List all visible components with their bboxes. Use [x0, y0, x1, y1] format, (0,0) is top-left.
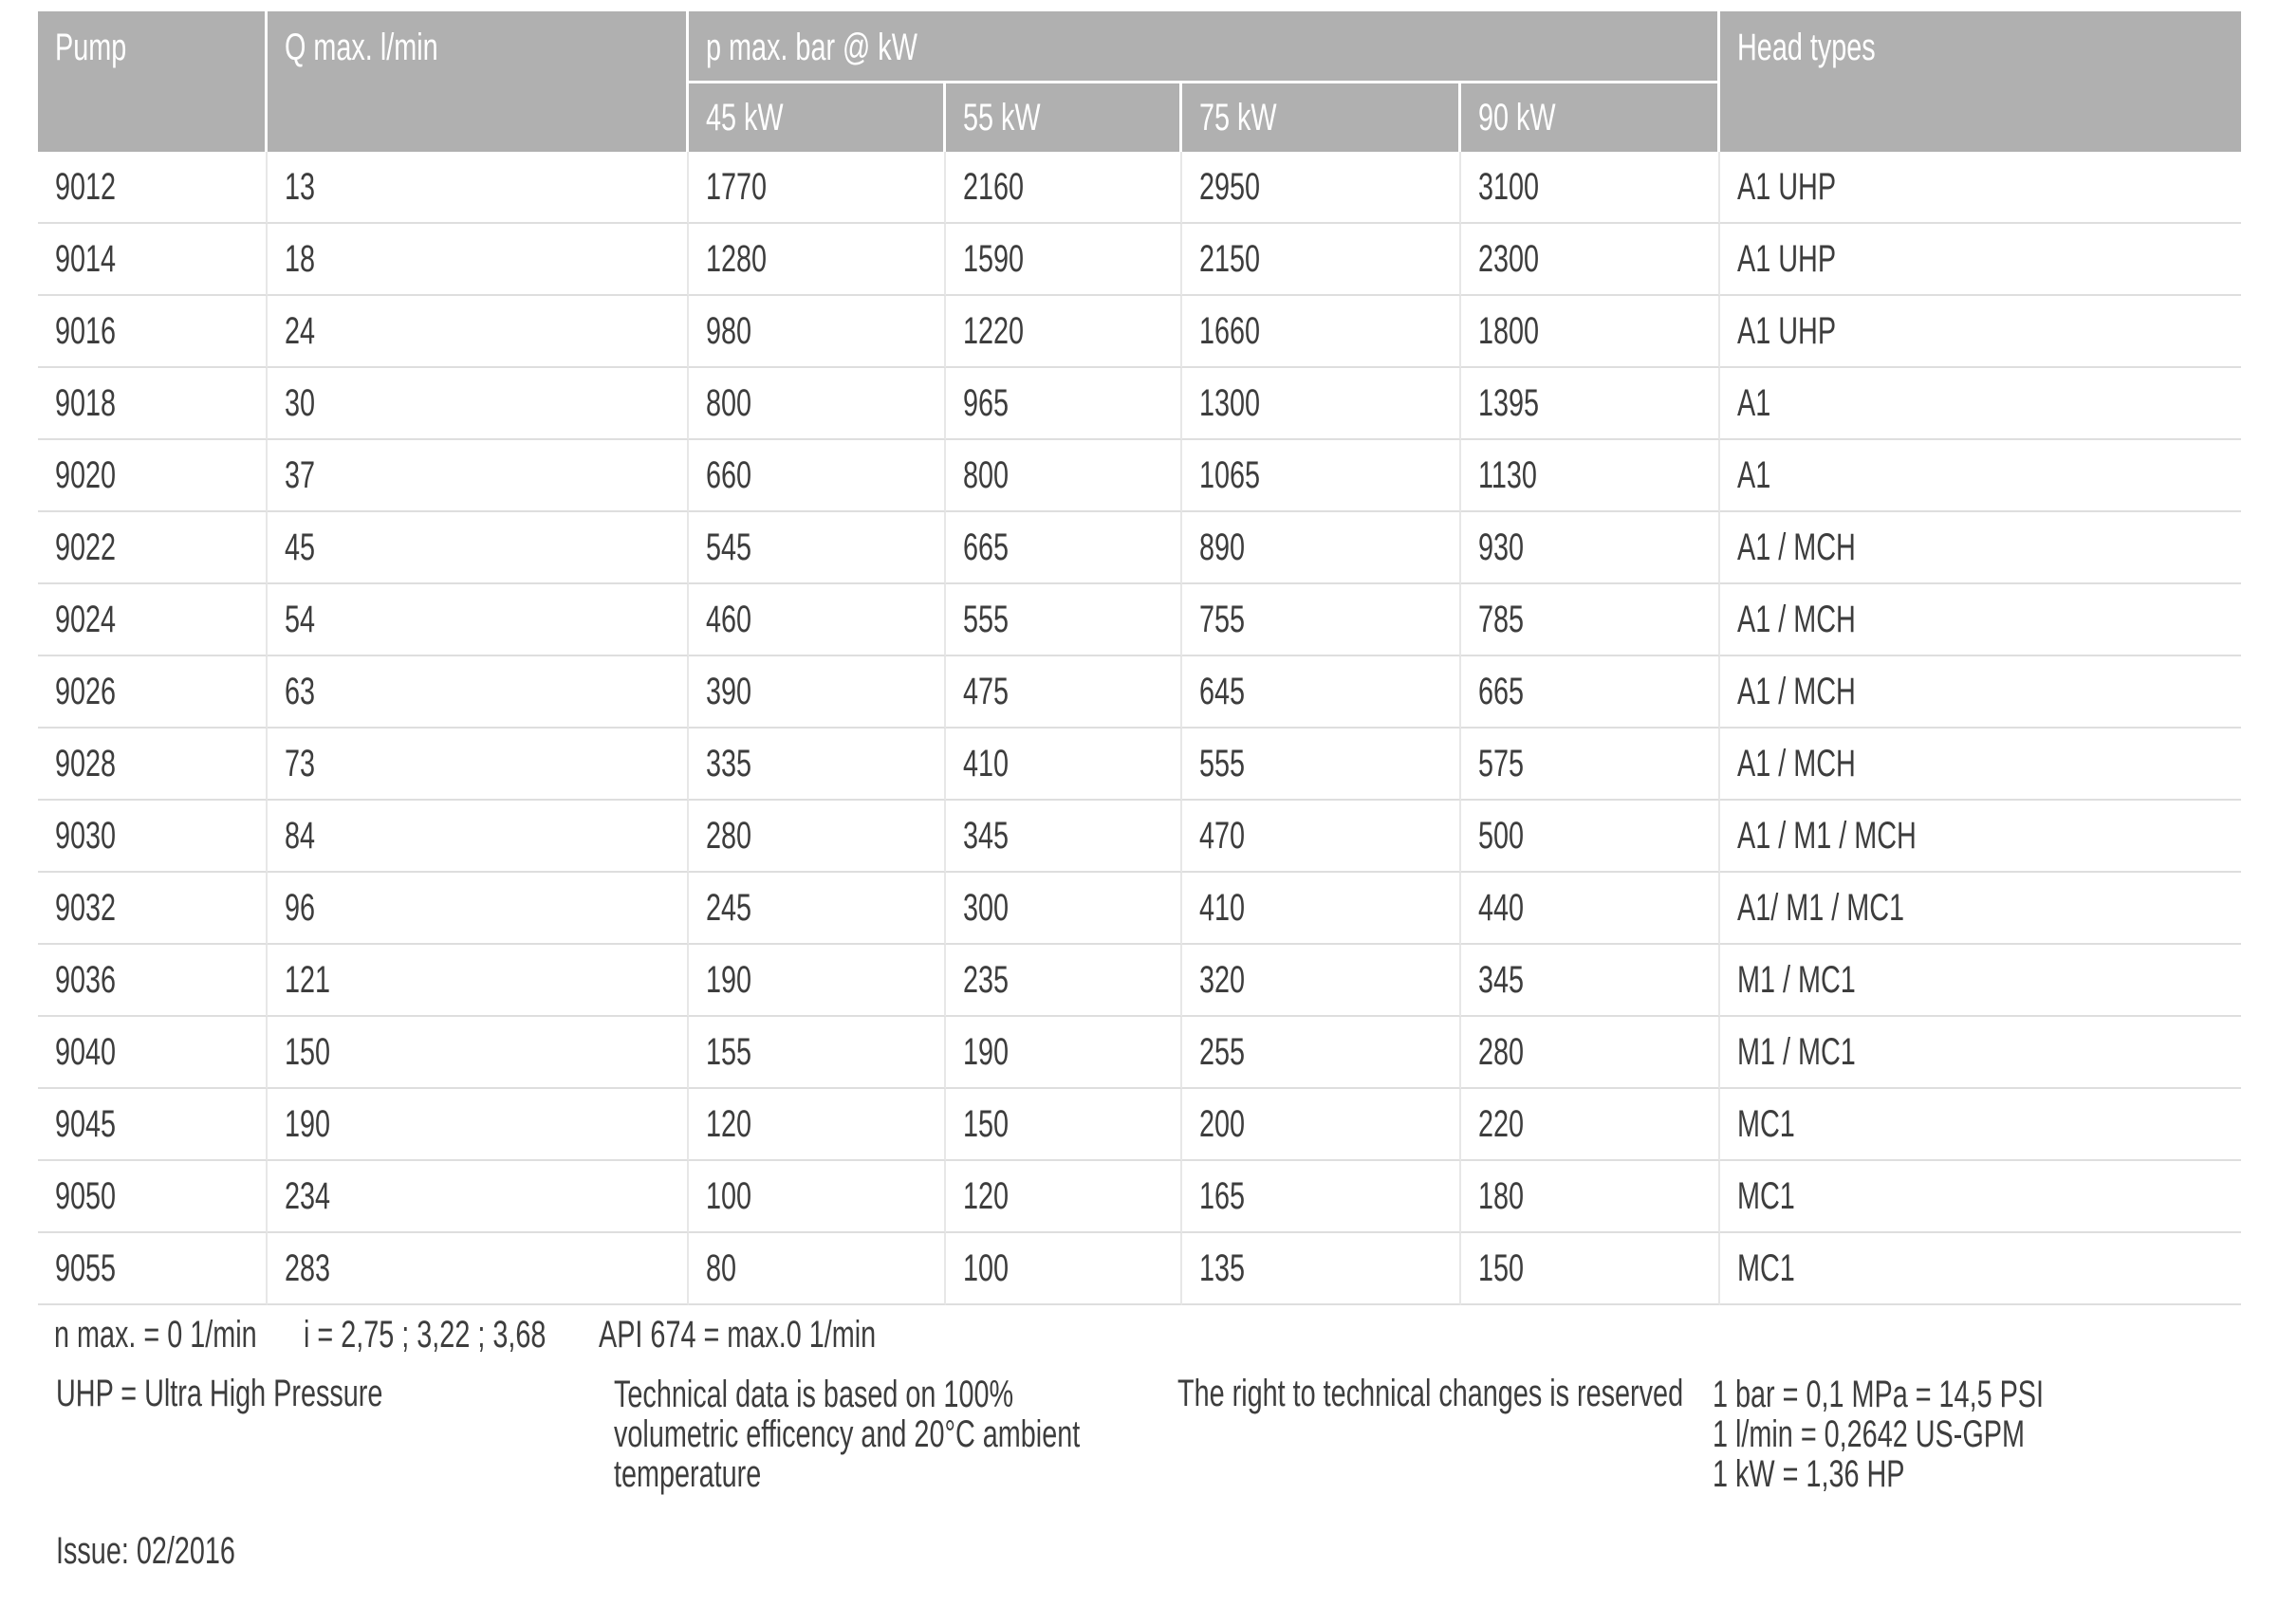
- cell-head: [1720, 656, 2241, 729]
- cell-p55-text: 475: [963, 670, 1010, 712]
- cell-q: [268, 296, 689, 368]
- cell-head: [1720, 945, 2241, 1017]
- cell-p75: [1182, 296, 1461, 368]
- cell-p75: [1182, 1017, 1461, 1089]
- footnote-uhp: [56, 1372, 510, 1416]
- cell-p90: [1461, 945, 1720, 1017]
- cell-p75: [1182, 729, 1461, 801]
- cell-p55: [946, 152, 1182, 224]
- cell-p45-text: 1770: [706, 165, 768, 208]
- header-label-55kw: 55 kW: [963, 96, 1041, 138]
- cell-q-text: 150: [285, 1030, 331, 1073]
- cell-head-text: A1 / MCH: [1737, 742, 1856, 784]
- cell-p55-text: 150: [963, 1102, 1010, 1145]
- cell-pump: [38, 512, 268, 584]
- cell-head: [1720, 1017, 2241, 1089]
- cell-p55-text: 190: [963, 1030, 1010, 1073]
- cell-p90: [1461, 873, 1720, 945]
- cell-p55-text: 1590: [963, 237, 1025, 280]
- cell-q: [268, 1017, 689, 1089]
- cell-p55: [946, 1233, 1182, 1305]
- cell-p90: [1461, 656, 1720, 729]
- cell-head: [1720, 296, 2241, 368]
- cell-head: [1720, 729, 2241, 801]
- cell-p55-text: 800: [963, 453, 1010, 496]
- cell-p75: [1182, 873, 1461, 945]
- cell-q-text: 18: [285, 237, 316, 280]
- cell-p90: [1461, 224, 1720, 296]
- cell-head: [1720, 152, 2241, 224]
- table-row: [38, 945, 2241, 1017]
- cell-p45: [689, 512, 946, 584]
- footnote-n-max: [54, 1313, 336, 1357]
- cell-p90-text: 1800: [1478, 309, 1540, 352]
- cell-p45: [689, 368, 946, 440]
- cell-head-text: A1 / MCH: [1737, 526, 1856, 568]
- cell-pump-text: 9055: [55, 1246, 117, 1289]
- cell-p45-text: 800: [706, 381, 752, 424]
- header-label-p-max-group: p max. bar @ kW: [706, 27, 917, 68]
- cell-p90-text: 785: [1478, 598, 1525, 640]
- cell-p90: [1461, 440, 1720, 512]
- cell-q: [268, 1089, 689, 1161]
- cell-p55-text: 345: [963, 814, 1010, 857]
- cell-pump: [38, 1017, 268, 1089]
- cell-p75-text: 470: [1199, 814, 1246, 857]
- cell-p90-text: 3100: [1478, 165, 1540, 208]
- cell-p55: [946, 801, 1182, 873]
- cell-p45: [689, 801, 946, 873]
- cell-p45-text: 1280: [706, 237, 768, 280]
- cell-p90: [1461, 368, 1720, 440]
- cell-p55: [946, 1017, 1182, 1089]
- cell-p75: [1182, 1089, 1461, 1161]
- table-row: [38, 1161, 2241, 1233]
- cell-p75-text: 255: [1199, 1030, 1246, 1073]
- technical-line-3: temperature: [614, 1453, 762, 1495]
- header-cell-55kw: [946, 83, 1182, 152]
- cell-pump-text: 9016: [55, 309, 117, 352]
- cell-pump: [38, 152, 268, 224]
- cell-head: [1720, 1089, 2241, 1161]
- cell-head: [1720, 1161, 2241, 1233]
- cell-p45-text: 80: [706, 1246, 737, 1289]
- cell-p45: [689, 1233, 946, 1305]
- cell-p55: [946, 1089, 1182, 1161]
- cell-pump: [38, 368, 268, 440]
- header-label-90kw: 90 kW: [1478, 96, 1556, 138]
- cell-pump-text: 9012: [55, 165, 117, 208]
- cell-p90-text: 665: [1478, 670, 1525, 712]
- cell-q-text: 13: [285, 165, 316, 208]
- table-row: [38, 801, 2241, 873]
- cell-p90-text: 180: [1478, 1174, 1525, 1217]
- cell-p55-text: 410: [963, 742, 1010, 784]
- cell-p55: [946, 729, 1182, 801]
- cell-head: [1720, 368, 2241, 440]
- cell-p75-text: 2150: [1199, 237, 1261, 280]
- conversion-line-1: 1 bar = 0,1 MPa = 14,5 PSI: [1713, 1374, 2045, 1415]
- table-body: [38, 152, 2241, 1305]
- cell-p45: [689, 224, 946, 296]
- cell-p55: [946, 368, 1182, 440]
- header-label-pump: Pump: [55, 27, 127, 68]
- cell-p55: [946, 440, 1182, 512]
- cell-pump-text: 9020: [55, 453, 117, 496]
- cell-p55-text: 300: [963, 886, 1010, 929]
- footnote-api-text: API 674 = max.0 1/min: [599, 1314, 877, 1356]
- cell-q-text: 37: [285, 453, 316, 496]
- cell-q: [268, 440, 689, 512]
- cell-p75: [1182, 368, 1461, 440]
- cell-pump: [38, 224, 268, 296]
- cell-p55: [946, 296, 1182, 368]
- header-cell-head-types: [1720, 11, 2241, 152]
- cell-q: [268, 656, 689, 729]
- cell-pump: [38, 656, 268, 729]
- cell-pump: [38, 945, 268, 1017]
- cell-p90-text: 930: [1478, 526, 1525, 568]
- cell-q: [268, 224, 689, 296]
- cell-p55-text: 965: [963, 381, 1010, 424]
- header-cell-pump: [38, 11, 268, 152]
- cell-p75-text: 2950: [1199, 165, 1261, 208]
- table-row: [38, 152, 2241, 224]
- cell-pump-text: 9050: [55, 1174, 117, 1217]
- cell-p55: [946, 945, 1182, 1017]
- cell-p75: [1182, 224, 1461, 296]
- cell-p90-text: 500: [1478, 814, 1525, 857]
- cell-pump-text: 9022: [55, 526, 117, 568]
- cell-p90: [1461, 1017, 1720, 1089]
- footnote-n-max-text: n max. = 0 1/min: [54, 1314, 257, 1356]
- cell-p45: [689, 440, 946, 512]
- cell-p75-text: 1065: [1199, 453, 1261, 496]
- cell-pump-text: 9045: [55, 1102, 117, 1145]
- cell-q-text: 84: [285, 814, 316, 857]
- cell-p55-text: 120: [963, 1174, 1010, 1217]
- cell-head-text: A1 UHP: [1737, 165, 1837, 208]
- header-cell-90kw: [1461, 83, 1720, 152]
- footnote-api: [599, 1313, 984, 1357]
- cell-head-text: A1 / MCH: [1737, 670, 1856, 712]
- cell-q: [268, 729, 689, 801]
- cell-q-text: 73: [285, 742, 316, 784]
- header-label-head-types: Head types: [1737, 27, 1876, 68]
- cell-p75: [1182, 656, 1461, 729]
- cell-head-text: A1 UHP: [1737, 309, 1837, 352]
- cell-p75-text: 890: [1199, 526, 1246, 568]
- technical-line-2: volumetric efficency and 20°C ambient: [614, 1413, 1081, 1455]
- cell-p55-text: 100: [963, 1246, 1010, 1289]
- footnote-ratio: [304, 1313, 640, 1357]
- cell-q-text: 234: [285, 1174, 331, 1217]
- cell-p90-text: 575: [1478, 742, 1525, 784]
- cell-pump: [38, 1233, 268, 1305]
- cell-pump: [38, 1161, 268, 1233]
- issue-text: Issue: 02/2016: [56, 1530, 235, 1572]
- cell-p45-text: 245: [706, 886, 752, 929]
- cell-p90-text: 345: [1478, 958, 1525, 1001]
- cell-q: [268, 152, 689, 224]
- table-row: [38, 656, 2241, 729]
- cell-head: [1720, 224, 2241, 296]
- cell-p55: [946, 584, 1182, 656]
- cell-head-text: M1 / MC1: [1737, 958, 1856, 1001]
- cell-p45-text: 660: [706, 453, 752, 496]
- cell-head-text: A1: [1737, 453, 1771, 496]
- cell-head: [1720, 584, 2241, 656]
- technical-line-1: Technical data is based on 100%: [614, 1374, 1014, 1415]
- cell-p55-text: 1220: [963, 309, 1025, 352]
- cell-q-text: 283: [285, 1246, 331, 1289]
- cell-p45: [689, 1089, 946, 1161]
- header-label-45kw: 45 kW: [706, 96, 784, 138]
- cell-q: [268, 1161, 689, 1233]
- table-row: [38, 368, 2241, 440]
- cell-pump-text: 9028: [55, 742, 117, 784]
- cell-p45-text: 545: [706, 526, 752, 568]
- cell-head: [1720, 1233, 2241, 1305]
- cell-p45: [689, 1017, 946, 1089]
- footnote-uhp-text: UHP = Ultra High Pressure: [56, 1373, 383, 1414]
- cell-p55: [946, 224, 1182, 296]
- cell-q-text: 45: [285, 526, 316, 568]
- issue-label: [56, 1529, 305, 1574]
- cell-p90: [1461, 512, 1720, 584]
- cell-p90-text: 220: [1478, 1102, 1525, 1145]
- cell-pump: [38, 584, 268, 656]
- table-row: [38, 512, 2241, 584]
- cell-pump: [38, 873, 268, 945]
- cell-head-text: A1: [1737, 381, 1771, 424]
- cell-head: [1720, 873, 2241, 945]
- footnote-conversions: [1713, 1375, 2173, 1494]
- cell-q-text: 190: [285, 1102, 331, 1145]
- cell-q: [268, 873, 689, 945]
- header-cell-p-max-group: [689, 11, 1720, 83]
- cell-q-text: 121: [285, 958, 331, 1001]
- cell-p55: [946, 1161, 1182, 1233]
- cell-p75-text: 1660: [1199, 309, 1261, 352]
- cell-head-text: A1 / M1 / MCH: [1737, 814, 1917, 857]
- footnote-rights-text: The right to technical changes is reserved: [1177, 1373, 1684, 1414]
- table-row: [38, 1017, 2241, 1089]
- header-label-q-max: Q max. l/min: [285, 27, 438, 68]
- cell-p45-text: 155: [706, 1030, 752, 1073]
- cell-head: [1720, 512, 2241, 584]
- cell-p55-text: 235: [963, 958, 1010, 1001]
- cell-p45-text: 980: [706, 309, 752, 352]
- cell-p75-text: 755: [1199, 598, 1246, 640]
- cell-p75: [1182, 1161, 1461, 1233]
- cell-head-text: A1 / MCH: [1737, 598, 1856, 640]
- table-row: [38, 296, 2241, 368]
- cell-pump: [38, 296, 268, 368]
- cell-q-text: 30: [285, 381, 316, 424]
- cell-pump: [38, 729, 268, 801]
- cell-p75: [1182, 440, 1461, 512]
- footnote-ratio-text: i = 2,75 ; 3,22 ; 3,68: [304, 1314, 547, 1356]
- cell-pump-text: 9026: [55, 670, 117, 712]
- cell-head-text: MC1: [1737, 1174, 1795, 1217]
- cell-head-text: M1 / MC1: [1737, 1030, 1856, 1073]
- cell-p90-text: 280: [1478, 1030, 1525, 1073]
- cell-p75-text: 135: [1199, 1246, 1246, 1289]
- cell-q-text: 96: [285, 886, 316, 929]
- cell-p75-text: 645: [1199, 670, 1246, 712]
- cell-head-text: MC1: [1737, 1246, 1795, 1289]
- cell-p55: [946, 512, 1182, 584]
- cell-p90: [1461, 801, 1720, 873]
- header-cell-q-max: [268, 11, 689, 152]
- cell-q: [268, 1233, 689, 1305]
- table-header: [38, 11, 2241, 152]
- cell-q: [268, 368, 689, 440]
- header-cell-45kw: [689, 83, 946, 152]
- cell-p55-text: 555: [963, 598, 1010, 640]
- cell-pump: [38, 440, 268, 512]
- cell-head: [1720, 801, 2241, 873]
- cell-p45: [689, 945, 946, 1017]
- cell-pump-text: 9036: [55, 958, 117, 1001]
- cell-head: [1720, 440, 2241, 512]
- cell-p45-text: 100: [706, 1174, 752, 1217]
- cell-p45: [689, 729, 946, 801]
- cell-p75: [1182, 584, 1461, 656]
- cell-p90: [1461, 1161, 1720, 1233]
- table-row: [38, 440, 2241, 512]
- table-row: [38, 1233, 2241, 1305]
- conversion-line-3: 1 kW = 1,36 HP: [1713, 1453, 1905, 1495]
- cell-p45-text: 335: [706, 742, 752, 784]
- cell-q-text: 63: [285, 670, 316, 712]
- cell-p45-text: 280: [706, 814, 752, 857]
- cell-head-text: MC1: [1737, 1102, 1795, 1145]
- cell-p75-text: 200: [1199, 1102, 1246, 1145]
- cell-p75: [1182, 152, 1461, 224]
- cell-q: [268, 945, 689, 1017]
- cell-p90: [1461, 729, 1720, 801]
- cell-pump-text: 9018: [55, 381, 117, 424]
- cell-p90-text: 440: [1478, 886, 1525, 929]
- cell-p45-text: 390: [706, 670, 752, 712]
- cell-head-text: A1/ M1 / MC1: [1737, 886, 1905, 929]
- cell-q: [268, 801, 689, 873]
- cell-p90: [1461, 152, 1720, 224]
- table-row: [38, 584, 2241, 656]
- cell-p90-text: 2300: [1478, 237, 1540, 280]
- cell-p75: [1182, 945, 1461, 1017]
- cell-pump-text: 9040: [55, 1030, 117, 1073]
- cell-pump: [38, 801, 268, 873]
- cell-p45-text: 190: [706, 958, 752, 1001]
- table-row: [38, 224, 2241, 296]
- cell-p45: [689, 656, 946, 729]
- conversion-line-2: 1 l/min = 0,2642 US-GPM: [1713, 1413, 2025, 1455]
- cell-p90: [1461, 1089, 1720, 1161]
- cell-p90-text: 1395: [1478, 381, 1540, 424]
- cell-p45: [689, 296, 946, 368]
- cell-head-text: A1 UHP: [1737, 237, 1837, 280]
- cell-pump-text: 9032: [55, 886, 117, 929]
- cell-p75: [1182, 1233, 1461, 1305]
- cell-p90: [1461, 296, 1720, 368]
- cell-p75-text: 555: [1199, 742, 1246, 784]
- cell-p75: [1182, 801, 1461, 873]
- cell-p90: [1461, 1233, 1720, 1305]
- cell-p45: [689, 584, 946, 656]
- cell-q: [268, 512, 689, 584]
- cell-q-text: 54: [285, 598, 316, 640]
- cell-p55: [946, 656, 1182, 729]
- cell-p90-text: 1130: [1478, 453, 1537, 496]
- cell-p90: [1461, 584, 1720, 656]
- cell-p55-text: 2160: [963, 165, 1025, 208]
- cell-pump-text: 9030: [55, 814, 117, 857]
- cell-p90-text: 150: [1478, 1246, 1525, 1289]
- footnote-technical: [614, 1375, 1261, 1494]
- cell-p55: [946, 873, 1182, 945]
- cell-pump-text: 9024: [55, 598, 117, 640]
- cell-p45-text: 120: [706, 1102, 752, 1145]
- cell-p45: [689, 1161, 946, 1233]
- cell-p75-text: 1300: [1199, 381, 1261, 424]
- cell-p45-text: 460: [706, 598, 752, 640]
- cell-p75-text: 320: [1199, 958, 1246, 1001]
- cell-p45: [689, 873, 946, 945]
- header-cell-75kw: [1182, 83, 1461, 152]
- cell-p75-text: 410: [1199, 886, 1246, 929]
- header-label-75kw: 75 kW: [1199, 96, 1277, 138]
- cell-pump: [38, 1089, 268, 1161]
- cell-q: [268, 584, 689, 656]
- cell-p75: [1182, 512, 1461, 584]
- cell-q-text: 24: [285, 309, 316, 352]
- cell-pump-text: 9014: [55, 237, 117, 280]
- cell-p75-text: 165: [1199, 1174, 1246, 1217]
- table-row: [38, 873, 2241, 945]
- table-row: [38, 1089, 2241, 1161]
- cell-p55-text: 665: [963, 526, 1010, 568]
- table-row: [38, 729, 2241, 801]
- cell-p45: [689, 152, 946, 224]
